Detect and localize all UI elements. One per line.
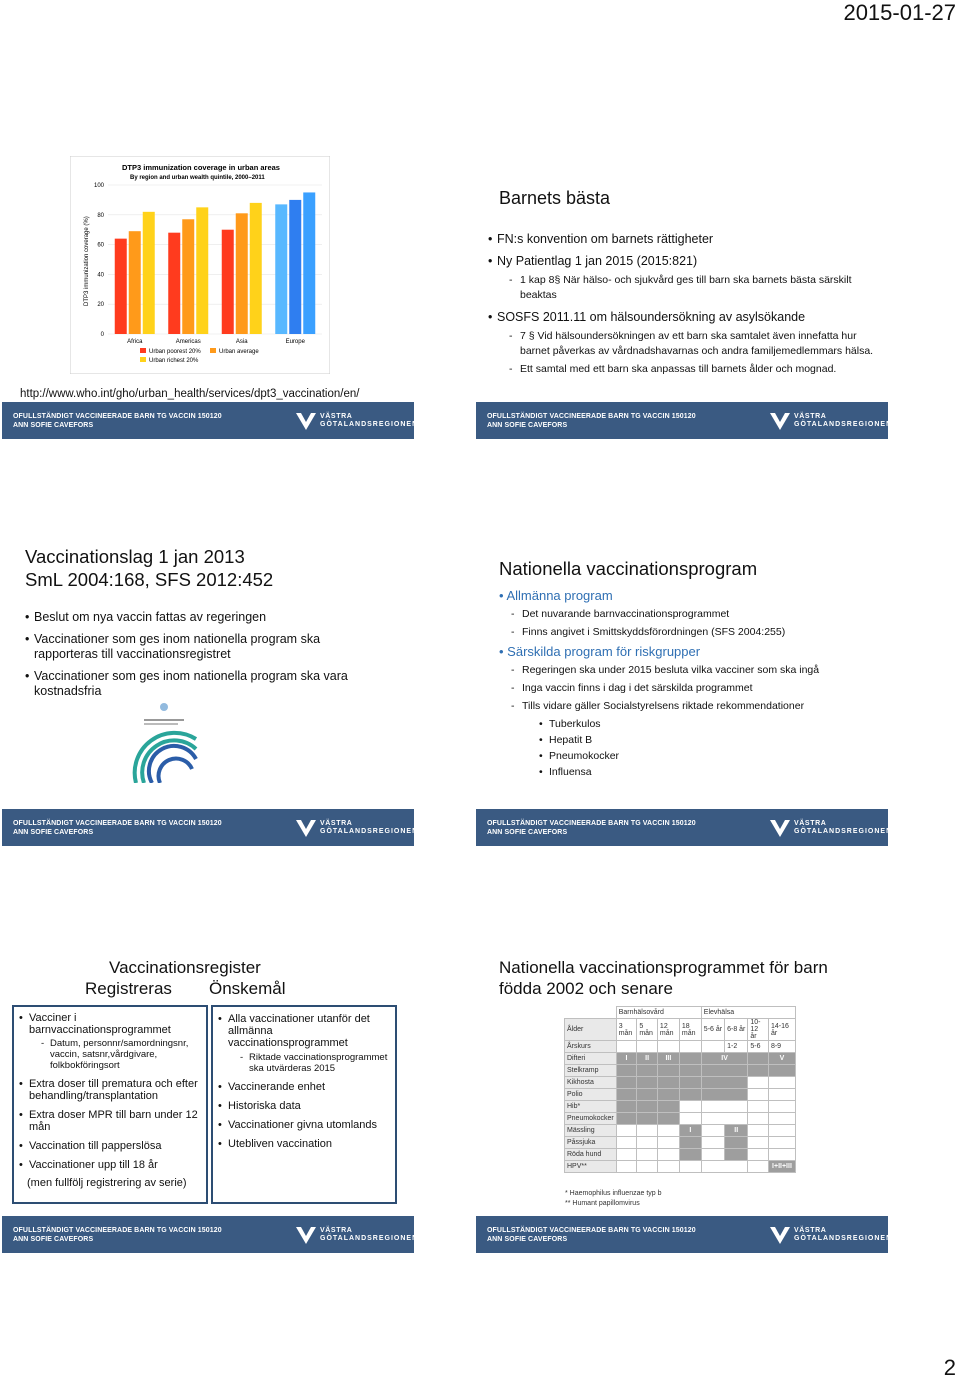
slide-nationella-program bbox=[476, 557, 893, 846]
slide-vaccinationsregister bbox=[2, 958, 419, 1253]
chart-title: DTP3 immunization coverage in urban areas bbox=[122, 163, 280, 172]
bar bbox=[289, 200, 301, 334]
slide-title: Nationella vaccinationsprogrammet för barn födda 2002 och senare bbox=[499, 958, 828, 998]
list-item: • Alla vaccinationer utanför det allmänna vaccinationsprogrammet - Riktade vaccinationsprogrammet ska utvärderas 2015 bbox=[218, 1013, 391, 1074]
y-tick-label: 100 bbox=[93, 183, 104, 189]
registered-box bbox=[12, 1005, 208, 1204]
list-item: • Vaccinationer som ges inom nationella program ska rapporteras till vaccinationsregistret bbox=[25, 632, 385, 662]
sub-item: - Inga vaccin finns i dag i det särskilda programmet bbox=[511, 681, 884, 696]
sub-item: - 1 kap 8§ När hälso- och sjukvård ges till barn ska barnets bästa särskilt beaktas bbox=[509, 273, 883, 303]
list-item: • SOSFS 2011.11 om hälsoundersökning av asylsökande - 7 § Vid hälsoundersökningen av ett barn ska samtalet även innefatta hur barnet påverkas av vårdnadshavarnas och andra familjemedlemmars hälsa. - Ett samtal med ett barn ska anpassas till barnets ålder och mognad. bbox=[488, 310, 883, 377]
list-item: • Extra doser till prematura och efter behandling/transplantation bbox=[19, 1078, 202, 1102]
bar bbox=[143, 212, 155, 334]
slide-footer: OFULLSTÄNDIGT VACCINEERADE BARN TG VACCIN 150120 ANN SOFIE CAVEFORS VÄSTRA GÖTALANDSREGIONEN bbox=[476, 809, 888, 846]
bar bbox=[168, 233, 180, 334]
chart-ylabel: DTP3 immunization coverage (%) bbox=[84, 216, 90, 306]
vaccination-schedule-table: Barnhälsovård Elevhälsa Ålder 3 mån 5 mån 12 mån 18 mån 5-6 år 6-8 år 10-12 år 14-16 år Årskurs 1-2 5-6 8-9 Difteri I II III IV V Stelkramp Kikhosta Polio Hib* Pneumokocker Mässling I II Påssjuka Röda hund HPV** I+II+III bbox=[564, 1006, 796, 1173]
vgr-logo: VÄSTRA GÖTALANDSREGIONEN bbox=[768, 410, 878, 432]
slide-title: Vaccinationsregister bbox=[109, 958, 261, 977]
sub-item: - 7 § Vid hälsoundersökningen av ett barn ska samtalet även innefatta hur barnet påverkas av vårdnadshavarnas och andra familjemedlemmars hälsa. bbox=[509, 329, 883, 359]
list-item: • Extra doser MPR till barn under 12 mån bbox=[19, 1109, 202, 1133]
list-item: • Beslut om nya vaccin fattas av regeringen bbox=[25, 610, 385, 625]
vgr-logo: VÄSTRA GÖTALANDSREGIONEN bbox=[768, 1224, 878, 1246]
publication-thumbnail bbox=[132, 699, 212, 783]
sub-item: - Ett samtal med ett barn ska anpassas till barnets ålder och mognad. bbox=[509, 362, 883, 377]
list-item: • Vaccinerande enhet bbox=[218, 1081, 391, 1093]
legend-swatch bbox=[210, 348, 216, 353]
vgr-logo: VÄSTRA GÖTALANDSREGIONEN bbox=[294, 817, 404, 839]
vgr-logo: VÄSTRA GÖTALANDSREGIONEN bbox=[768, 817, 878, 839]
slide-footer: OFULLSTÄNDIGT VACCINEERADE BARN TG VACCIN 150120 ANN SOFIE CAVEFORS VÄSTRA GÖTALANDSREGIONEN bbox=[2, 1216, 414, 1253]
slide-who-chart bbox=[2, 150, 419, 439]
disease-item: • Pneumokocker bbox=[539, 749, 884, 763]
slide-vaccinationsschema bbox=[476, 958, 893, 1253]
slide-title: Vaccinationslag 1 jan 2013 SmL 2004:168, SFS 2012:452 bbox=[25, 546, 274, 590]
slide-vaccinationslag bbox=[2, 546, 419, 846]
list-item: • Ny Patientlag 1 jan 2015 (2015:821) - 1 kap 8§ När hälso- och sjukvård ges till barn ska barnets bästa särskilt beaktas bbox=[488, 254, 883, 303]
vgr-logo: VÄSTRA GÖTALANDSREGIONEN bbox=[294, 1224, 404, 1246]
wishes-box bbox=[211, 1005, 397, 1204]
sub-item: - Finns angivet i Smittskyddsförordningen (SFS 2004:255) bbox=[511, 625, 884, 640]
list-item: • Utebliven vaccination bbox=[218, 1138, 391, 1150]
legend-label: Urban richest 20% bbox=[149, 358, 199, 364]
slide-barnets-basta bbox=[476, 150, 893, 439]
disease-item: • Hepatit B bbox=[539, 733, 884, 747]
list-item: • Vaccinationer upp till 18 år bbox=[19, 1159, 202, 1171]
list-item: • Vacciner i barnvaccinationsprogrammet - Datum, personnr/samordningsnr, vaccin, satsnr,vårdgivare, folkbokföringsort bbox=[19, 1012, 202, 1071]
legend-swatch bbox=[140, 357, 146, 362]
sub-item: - Det nuvarande barnvaccinationsprogrammet bbox=[511, 607, 884, 622]
list-item: • Vaccinationer som ges inom nationella program ska vara kostnadsfria bbox=[25, 669, 385, 699]
disease-item: • Influensa bbox=[539, 765, 884, 779]
col1-heading: Registreras bbox=[85, 979, 172, 998]
disease-item: • Tuberkulos bbox=[539, 717, 884, 731]
y-tick-label: 80 bbox=[97, 212, 104, 219]
x-tick-label: Asia bbox=[235, 339, 248, 345]
slide-footer bbox=[2, 402, 419, 439]
chart-subtitle: By region and urban wealth quintile, 2000–2011 bbox=[130, 175, 265, 181]
y-tick-label: 40 bbox=[97, 272, 104, 279]
source-url[interactable]: http://www.who.int/gho/urban_health/services/dpt3_vaccination/en/ bbox=[20, 388, 360, 400]
legend-label: Urban average bbox=[219, 349, 259, 355]
bar bbox=[250, 203, 262, 334]
risk-program-heading: • Särskilda program för riskgrupper bbox=[499, 644, 701, 659]
bar bbox=[236, 213, 248, 334]
sub-item: - Regeringen ska under 2015 besluta vilka vacciner som ska ingå bbox=[511, 663, 884, 678]
list-item: • Vaccinationer givna utomlands bbox=[218, 1119, 391, 1131]
table-footnotes: * Haemophilus influenzae typ b ** Humant papillomvirus bbox=[565, 1190, 662, 1207]
x-tick-label: Africa bbox=[127, 339, 143, 345]
page-number: 2 bbox=[943, 1355, 956, 1380]
bar bbox=[182, 219, 194, 334]
dtp3-chart bbox=[70, 156, 330, 374]
bar bbox=[129, 231, 141, 334]
list-item: • Historiska data bbox=[218, 1100, 391, 1112]
bar bbox=[275, 204, 287, 334]
bar bbox=[222, 230, 234, 334]
x-tick-label: Europe bbox=[285, 339, 305, 345]
bar bbox=[196, 207, 208, 334]
slide-title: Barnets bästa bbox=[499, 188, 611, 208]
footer-line2: ANN SOFIE CAVEFORS bbox=[13, 422, 94, 429]
x-tick-label: Americas bbox=[175, 339, 201, 345]
list-item: • Vaccination till papperslösa bbox=[19, 1140, 202, 1152]
bar bbox=[303, 192, 315, 334]
slide-footer: OFULLSTÄNDIGT VACCINEERADE BARN TG VACCIN 150120 ANN SOFIE CAVEFORS VÄSTRA GÖTALANDSREGIONEN bbox=[476, 1216, 888, 1253]
y-tick-label: 60 bbox=[97, 242, 104, 249]
general-program-heading: • Allmänna program bbox=[499, 588, 613, 603]
series-note: (men fullfölj registrering av serie) bbox=[27, 1177, 187, 1189]
sub-item: - Tills vidare gäller Socialstyrelsens riktade rekommendationer bbox=[511, 699, 884, 714]
bar bbox=[115, 239, 127, 334]
col2-heading: Önskemål bbox=[209, 979, 286, 998]
vgr-logo: VÄSTRA GÖTALANDSREGIONEN bbox=[294, 410, 404, 432]
slide-footer: OFULLSTÄNDIGT VACCINEERADE BARN TG VACCIN 150120 ANN SOFIE CAVEFORS VÄSTRA GÖTALANDSREGIONEN bbox=[476, 402, 888, 439]
list-item: • FN:s konvention om barnets rättigheter bbox=[488, 232, 883, 247]
y-tick-label: 20 bbox=[97, 302, 104, 309]
slide-footer: OFULLSTÄNDIGT VACCINEERADE BARN TG VACCIN 150120 ANN SOFIE CAVEFORS VÄSTRA GÖTALANDSREGIONEN bbox=[2, 809, 414, 846]
legend-label: Urban poorest 20% bbox=[149, 349, 201, 355]
legend-swatch bbox=[140, 348, 146, 353]
footer-line1: OFULLSTÄNDIGT VACCINEERADE BARN TG VACCIN 150120 bbox=[13, 413, 222, 420]
y-tick-label: 0 bbox=[100, 332, 104, 338]
slide-title: Nationella vaccinationsprogram bbox=[499, 558, 758, 579]
page-date: 2015-01-27 bbox=[843, 0, 956, 25]
